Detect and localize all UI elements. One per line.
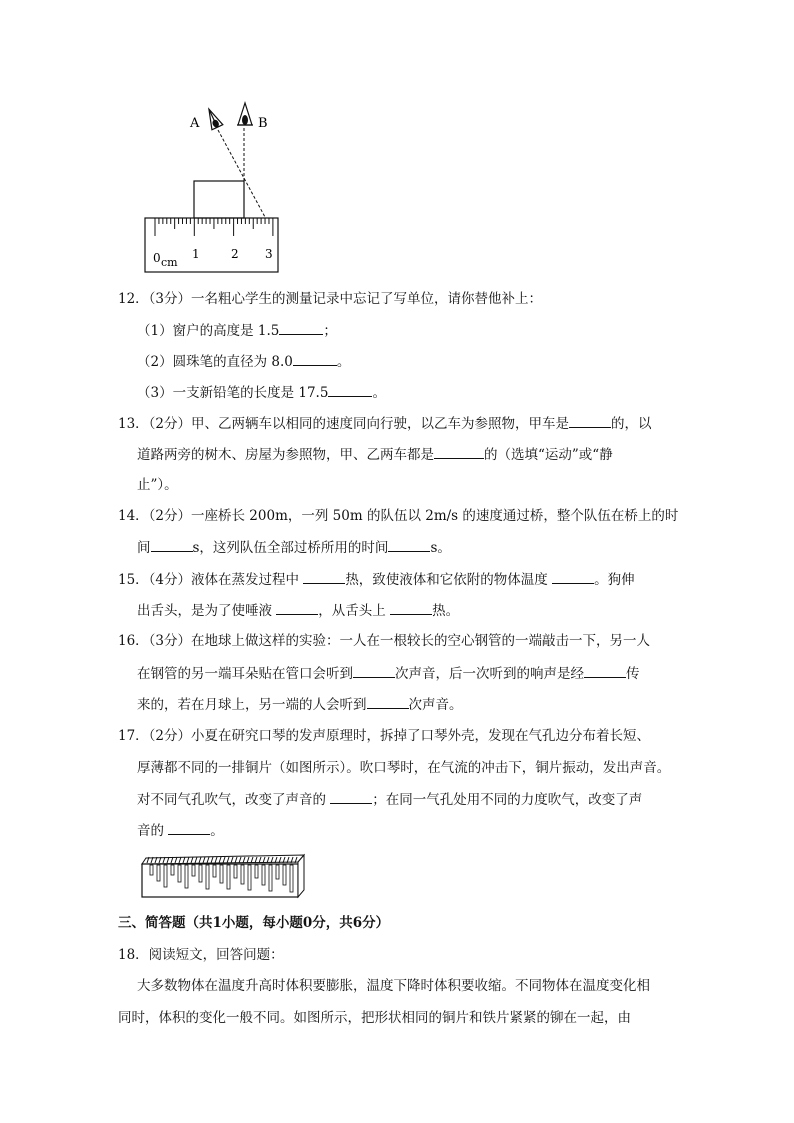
q17-line3 — [137, 789, 642, 810]
q13-line1 — [118, 413, 652, 434]
q17-text-b: ；在同一气孔处用不同的力度吹气，改变了声 — [372, 792, 643, 808]
eye-a-icon — [203, 107, 222, 130]
answer-blank[interactable] — [569, 413, 611, 428]
answer-blank[interactable] — [151, 537, 193, 552]
q16-text-c: 传 — [626, 666, 640, 682]
q14-line1: 14．（2分）一座桥长 200m，一列 50m 的队伍以 2m/s 的速度通过桥，整个队伍在桥上的时 — [118, 508, 679, 524]
tick-label-2: 2 — [231, 247, 239, 261]
q13-text-a: 13．（2分）甲、乙两辆车以相同的速度同向行驶，以乙车为参照物，甲车是 — [118, 416, 570, 432]
q13-text-b: 的，以 — [611, 416, 652, 432]
q12-sub3-end: 。 — [372, 385, 386, 401]
q14-text-c: s。 — [430, 540, 451, 556]
answer-blank[interactable] — [328, 382, 372, 397]
q12-sub3-text: （3）一支新铅笔的长度是 17.5 — [137, 385, 329, 401]
q16-text-a: 在钢管的另一端耳朵贴在管口会听到 — [137, 666, 353, 682]
q12-sub1 — [137, 320, 337, 341]
answer-blank[interactable] — [168, 820, 210, 835]
q13-text-c: 道路两旁的树木、房屋为参照物，甲、乙两车都是 — [137, 447, 434, 463]
q18-line2: 大多数物体在温度升高时体积要膨胀，温度下降时体积要收缩。不同物体在温度变化相 — [137, 978, 650, 994]
answer-blank[interactable] — [276, 600, 318, 615]
sight-line-a — [218, 130, 265, 217]
label-b: B — [258, 116, 268, 131]
q18-line1: 18．阅读短文，回答问题： — [118, 947, 284, 963]
q12-sub2 — [137, 351, 350, 372]
tick-label-1: 1 — [192, 247, 200, 261]
q16-text-d: 来的，若在月球上，另一端的人会听到 — [137, 697, 367, 713]
q12-stem: 12．（3分）一名粗心学生的测量记录中忘记了写单位，请你替他补上： — [118, 291, 543, 307]
q13-line2 — [137, 444, 613, 465]
q12-sub3 — [137, 382, 386, 403]
q14-line2 — [137, 537, 451, 558]
unit-label: cm — [161, 256, 178, 269]
tick-label-3: 3 — [265, 247, 273, 261]
answer-blank[interactable] — [293, 351, 337, 366]
q12-sub2-text: （2）圆珠笔的直径为 8.0 — [137, 354, 293, 370]
q17-text-c: 音的 — [137, 823, 169, 839]
eye-b-icon — [237, 103, 253, 125]
q17-line2: 厚薄都不同的一排铜片（如图所示）。吹口琴时，在气流的冲击下，铜片振动，发出声音。 — [137, 760, 671, 776]
q17-text-a: 对不同气孔吹气，改变了声音的 — [137, 792, 331, 808]
measured-block — [194, 181, 244, 218]
q15-line2 — [137, 600, 459, 621]
label-a: A — [190, 116, 200, 131]
harmonica-reed-figure — [0, 850, 794, 910]
q16-line2 — [137, 663, 640, 684]
q14-text-b: s，这列队伍全部过桥所用的时间 — [192, 540, 389, 556]
section-title: 三、简答题（共1小题，每小题0分，共6分） — [118, 915, 390, 931]
q15-text-e: ，从舌头上 — [318, 603, 391, 619]
q15-text-c: 。狗伸 — [594, 572, 635, 588]
q13-text-d: 的（选填“运动”或“静 — [484, 447, 613, 463]
q12-sub1-end: ； — [323, 323, 337, 339]
q15-text-d: 出舌头，是为了使唾液 — [137, 603, 277, 619]
tick-label-0: 0 — [153, 251, 161, 265]
q16-text-b: 次声音，后一次听到的响声是经 — [395, 666, 584, 682]
answer-blank[interactable] — [303, 569, 345, 584]
q17-text-d: 。 — [210, 823, 224, 839]
q16-text-e: 次声音。 — [408, 697, 463, 713]
q17-line4 — [137, 820, 224, 841]
q13-line3: 止”）。 — [137, 477, 178, 493]
answer-blank[interactable] — [353, 663, 395, 678]
answer-blank[interactable] — [584, 663, 626, 678]
q12-sub2-end: 。 — [336, 354, 351, 370]
reed-plate-side — [298, 855, 304, 897]
q16-line3 — [137, 694, 463, 715]
q17-line1: 17．（2分）小夏在研究口琴的发声原理时，拆掉了口琴外壳，发现在气孔边分布着长短、 — [118, 728, 651, 744]
ruler-figure — [0, 0, 794, 290]
answer-blank[interactable] — [330, 789, 372, 804]
answer-blank[interactable] — [390, 600, 432, 615]
answer-blank[interactable] — [434, 444, 484, 459]
q18-line3: 同时，体积的变化一般不同。如图所示，把形状相同的铜片和铁片紧紧的铆在一起，由 — [118, 1010, 631, 1026]
answer-blank[interactable] — [388, 537, 430, 552]
q15-text-b: 热，致使液体和它依附的物体温度 — [345, 572, 553, 588]
answer-blank[interactable] — [552, 569, 594, 584]
q14-text-a: 间 — [137, 540, 151, 556]
q15-line1 — [118, 569, 635, 590]
answer-blank[interactable] — [367, 694, 409, 709]
q15-text-f: 热。 — [432, 603, 460, 619]
ruler-ticks — [155, 218, 273, 236]
answer-blank[interactable] — [279, 320, 323, 335]
q12-sub1-text: （1）窗户的高度是 1.5 — [137, 323, 280, 339]
q16-line1: 16．（3分）在地球上做这样的实验：一人在一根较长的空心钢管的一端敲击一下，另一人 — [118, 633, 651, 649]
q15-text-a: 15．（4分）液体在蒸发过程中 — [118, 572, 304, 588]
